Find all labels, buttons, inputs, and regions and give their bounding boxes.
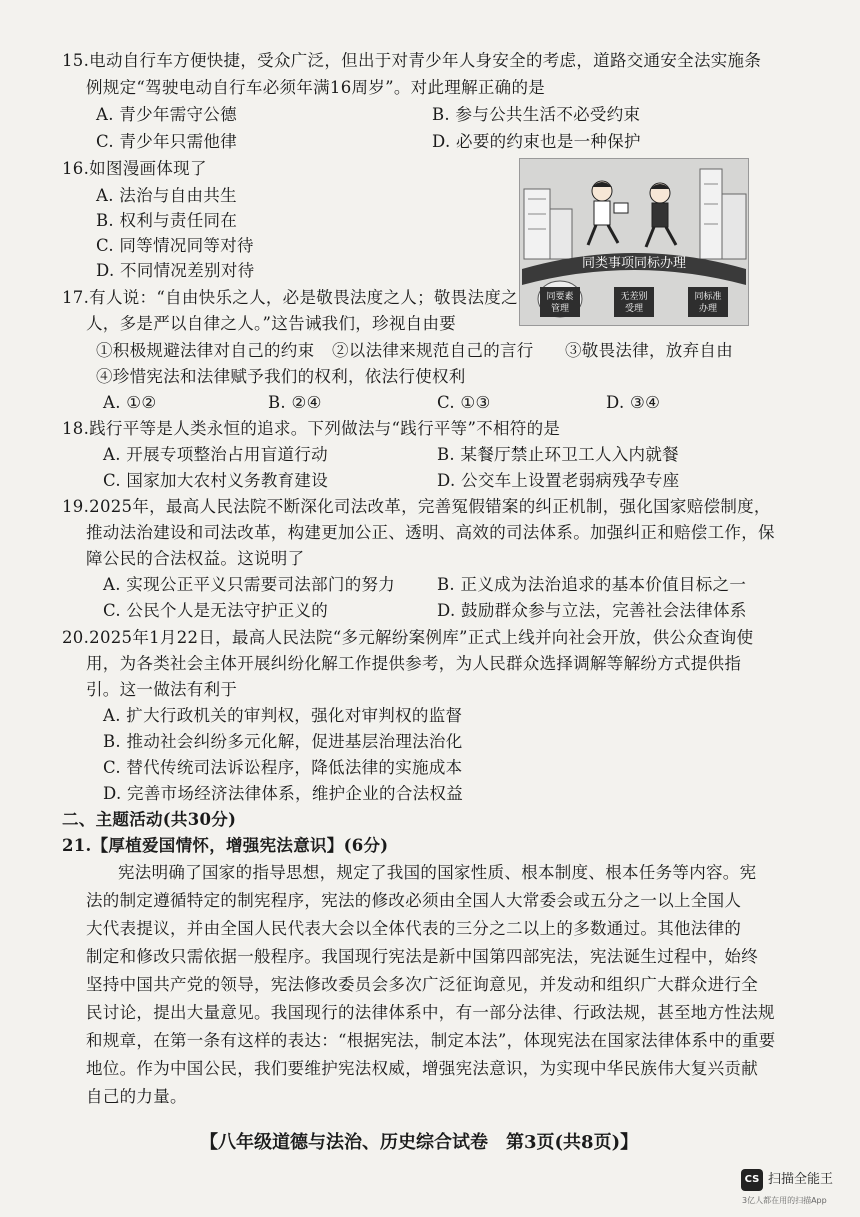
q16-line1: 16.如图漫画体现了 — [62, 159, 207, 178]
comic-label-2b: 受理 — [624, 304, 644, 314]
q21-para-line-4: 制定和修改只需依据一般程序。我国现行宪法是新中国第四部宪法，宪法诞生过程中，始终 — [86, 947, 758, 966]
q21-para-line-3: 大代表提议，并由全国人民代表大会以全体代表的三分之二以上的多数通过。其他法律的 — [86, 919, 742, 938]
q18-line1: 18.践行平等是人类永恒的追求。下列做法与“践行平等”不相符的是 — [62, 419, 561, 438]
q19-line3: 障公民的合法权益。这说明了 — [86, 549, 305, 568]
q18-option-c: C. 国家加大农村义务教育建设 — [103, 471, 329, 490]
q17-option-a: A. ①② — [103, 393, 157, 412]
comic-illustration — [519, 158, 749, 326]
q21-para-line-9: 自己的力量。 — [86, 1087, 187, 1106]
q15-option-b: B. 参与公共生活不必受约束 — [432, 105, 641, 124]
q15-option-d: D. 必要的约束也是一种保护 — [432, 132, 641, 151]
comic-label-3a: 同标准 — [694, 292, 722, 302]
comic-label-2a: 无差别 — [620, 292, 648, 302]
q17-statement-4: ④珍惜宪法和法律赋予我们的权利，依法行使权利 — [96, 367, 466, 386]
q19-line2: 推动法治建设和司法改革，构建更加公正、透明、高效的司法体系。加强纠正和赔偿工作，保 — [86, 523, 775, 542]
q20-line2: 用，为各类社会主体开展纠纷化解工作提供参考，为人民群众选择调解等解纷方式提供指 — [86, 654, 742, 673]
camscanner-name: 扫描全能王 — [768, 1172, 834, 1187]
q18-option-a: A. 开展专项整治占用盲道行动 — [103, 445, 328, 464]
camscanner-tagline: 3亿人都在用的扫描App — [742, 1196, 827, 1205]
q15-option-a: A. 青少年需守公德 — [96, 105, 237, 124]
q16-option-d: D. 不同情况差别对待 — [96, 261, 255, 280]
q19-line1: 19.2025年，最高人民法院不断深化司法改革，完善冤假错案的纠正机制，强化国家赔偿制度， — [62, 497, 771, 516]
q20-option-b: B. 推动社会纠纷多元化解，促进基层治理法治化 — [103, 732, 463, 751]
q16-option-a: A. 法治与自由共生 — [96, 186, 237, 205]
q19-option-c: C. 公民个人是无法守护正义的 — [103, 601, 329, 620]
comic-drawing — [520, 159, 748, 325]
q18-option-b: B. 某餐厅禁止环卫工人入内就餐 — [437, 445, 679, 464]
q17-statement-2: ②以法律来规范自己的言行 — [332, 341, 534, 360]
q19-option-a: A. 实现公正平义只需要司法部门的努力 — [103, 575, 396, 594]
q19-option-d: D. 鼓励群众参与立法，完善社会法律体系 — [437, 601, 747, 620]
q17-line1: 17.有人说：“自由快乐之人，必是敬畏法度之人；敬畏法度之 — [62, 288, 518, 307]
comic-label-3b: 办理 — [698, 304, 718, 314]
q21-para-line-8: 地位。作为中国公民，我们要维护宪法权威，增强宪法意识，为实现中华民族伟大复兴贡献 — [86, 1059, 758, 1078]
q15-line2: 例规定“驾驶电动自行车必须年满16周岁”。对此理解正确的是 — [86, 78, 546, 97]
q21-para-line-7: 和规章，在第一条有这样的表达：“根据宪法，制定本法”，体现宪法在国家法律体系中的重要 — [86, 1031, 776, 1050]
q21-para-line-2: 法的制定遵循特定的制宪程序，宪法的修改必须由全国人大常委会或五分之一以上全国人 — [86, 891, 742, 910]
q21-para-line-5: 坚持中国共产党的领导，宪法修改委员会多次广泛征询意见，并发动和组织广大群众进行全 — [86, 975, 758, 994]
section-2-title: 二、主题活动(共30分) — [62, 810, 237, 829]
q19-option-b: B. 正义成为法治追求的基本价值目标之一 — [437, 575, 747, 594]
q20-line1: 20.2025年1月22日，最高人民法院“多元解纷案例库”正式上线并向社会开放，供公众查询使 — [62, 628, 754, 647]
q16-option-c: C. 同等情况同等对待 — [96, 236, 254, 255]
q20-option-c: C. 替代传统司法诉讼程序，降低法律的实施成本 — [103, 758, 463, 777]
q15-option-c: C. 青少年只需他律 — [96, 132, 238, 151]
q17-option-c: C. ①③ — [437, 393, 491, 412]
q16-option-b: B. 权利与责任同在 — [96, 211, 238, 230]
q17-option-b: B. ②④ — [268, 393, 322, 412]
comic-banner: 同类事项同标办理 — [581, 256, 687, 271]
q20-option-d: D. 完善市场经济法律体系，维护企业的合法权益 — [103, 784, 464, 803]
q18-option-d: D. 公交车上设置老弱病残孕专座 — [437, 471, 680, 490]
camscanner-logo-icon: CS — [741, 1169, 763, 1191]
q15-line1: 15.电动自行车方便快捷，受众广泛，但出于对青少年人身安全的考虑，道路交通安全法实施条 — [62, 51, 762, 70]
q17-statement-3: ③敬畏法律，放弃自由 — [565, 341, 733, 360]
comic-label-1a: 同要素 — [546, 292, 574, 302]
q21-para-line-6: 民讨论，提出大量意见。我国现行的法律体系中，有一部分法律、行政法规，甚至地方性法规 — [86, 1003, 775, 1022]
q20-option-a: A. 扩大行政机关的审判权，强化对审判权的监督 — [103, 706, 463, 725]
q17-option-d: D. ③④ — [606, 393, 661, 412]
q17-line2: 人，多是严以自律之人。”这告诫我们，珍视自由要 — [86, 314, 457, 333]
q20-line3: 引。这一做法有利于 — [86, 680, 238, 699]
page-footer: 【八年级道德与法治、历史综合试卷 第3页(共8页)】 — [200, 1132, 639, 1153]
q21-title: 21.【厚植爱国情怀，增强宪法意识】(6分) — [62, 836, 389, 855]
q17-statement-1: ①积极规避法律对自己的约束 — [96, 341, 315, 360]
comic-label-1b: 管理 — [550, 304, 570, 314]
q21-para-line-1: 宪法明确了国家的指导思想，规定了我国的国家性质、根本制度、根本任务等内容。宪 — [118, 863, 757, 882]
